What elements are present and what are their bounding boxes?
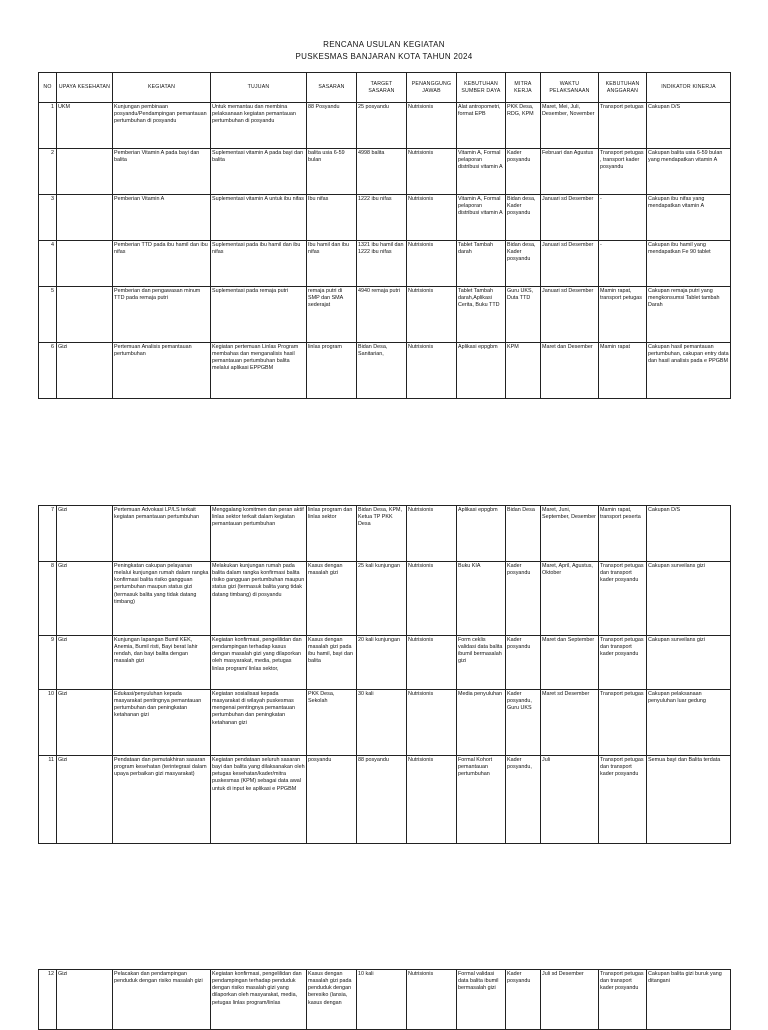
cell-sumber: Buku KIA bbox=[457, 562, 506, 636]
cell-waktu: Juli sd Desember bbox=[541, 970, 599, 1030]
cell-sumber: Aplikasi eppgbm bbox=[457, 506, 506, 562]
cell-waktu: Januari sd Desember bbox=[541, 195, 599, 241]
cell-waktu: Januari sd Desember bbox=[541, 287, 599, 343]
cell-anggaran: Mamin rapat, transport peserta bbox=[599, 506, 647, 562]
cell-upaya: UKM bbox=[57, 103, 113, 149]
cell-sasaran: remaja putri di SMP dan SMA sederajat bbox=[307, 287, 357, 343]
cell-mitra: Bidan Desa bbox=[506, 506, 541, 562]
header-sumber-daya: KEBUTUHAN SUMBER DAYA bbox=[457, 73, 506, 103]
cell-upaya: Gizi bbox=[57, 562, 113, 636]
cell-upaya bbox=[57, 287, 113, 343]
table-header-row bbox=[39, 73, 731, 103]
table-row bbox=[39, 287, 731, 343]
header-penanggung-jawab: PENANGGUNG JAWAB bbox=[407, 73, 457, 103]
cell-pj: Nutrisionis bbox=[407, 636, 457, 690]
cell-waktu: Maret, April, Agustus, Oktober bbox=[541, 562, 599, 636]
cell-anggaran: Transport petugas bbox=[599, 103, 647, 149]
cell-indikator: Cakupan surveilans gizi bbox=[647, 562, 731, 636]
cell-tujuan: Suplementasi vitamin A pada bayi dan balita bbox=[211, 149, 307, 195]
cell-mitra: Kader posyandu, Guru UKS bbox=[506, 690, 541, 756]
cell-target: 1321 ibu hamil dan 1222 ibu nifas bbox=[357, 241, 407, 287]
cell-sasaran: Ibu nifas bbox=[307, 195, 357, 241]
cell-no: 2 bbox=[39, 149, 57, 195]
cell-target: 1222 ibu nifas bbox=[357, 195, 407, 241]
cell-upaya bbox=[57, 241, 113, 287]
cell-anggaran: Transport petugas dan transport kader posyandu bbox=[599, 636, 647, 690]
cell-no: 7 bbox=[39, 506, 57, 562]
header-mitra: MITRA KERJA bbox=[506, 73, 541, 103]
cell-target: 20 kali kunjungan bbox=[357, 636, 407, 690]
cell-target: 25 posyandu bbox=[357, 103, 407, 149]
table-row bbox=[39, 149, 731, 195]
cell-upaya: Gizi bbox=[57, 343, 113, 399]
cell-anggaran: - bbox=[599, 195, 647, 241]
cell-pj: Nutrisionis bbox=[407, 506, 457, 562]
cell-upaya bbox=[57, 195, 113, 241]
cell-no: 12 bbox=[39, 970, 57, 1030]
cell-kegiatan: Pemberian Vitamin A bbox=[113, 195, 211, 241]
cell-tujuan: Melakukan kunjungan rumah pada balita dalam rangka konfirmasi balita risiko gangguan pertumbuhan maupun status gizi (termasuk balita yang tidak datang timbang) di posyandu bbox=[211, 562, 307, 636]
cell-no: 11 bbox=[39, 756, 57, 844]
document-subtitle: PUSKESMAS BANJARAN KOTA TAHUN 2024 bbox=[295, 52, 473, 61]
cell-kegiatan: Kunjungan pembinaan posyandu/Pendampingan pemantauan pertumbuhan di posyandu bbox=[113, 103, 211, 149]
cell-no: 6 bbox=[39, 343, 57, 399]
cell-upaya: Gizi bbox=[57, 970, 113, 1030]
table-row bbox=[39, 756, 731, 844]
table-row bbox=[39, 343, 731, 399]
cell-pj: Nutrisionis bbox=[407, 562, 457, 636]
cell-kegiatan: Pendataan dan pemutakhiran sasaran program kesehatan (terintegrasi dalam upaya perbaikan gizi masyarakat) bbox=[113, 756, 211, 844]
cell-mitra: Guru UKS, Duta TTD bbox=[506, 287, 541, 343]
header-no: NO bbox=[39, 73, 57, 103]
cell-mitra: Kader posyandu bbox=[506, 970, 541, 1030]
cell-sasaran: balita usia 6-59 bulan bbox=[307, 149, 357, 195]
cell-kegiatan: Edukasi/penyuluhan kepada masyarakat pentingnya pemantauan pertumbuhan dan peningkatan ketahanan gizi bbox=[113, 690, 211, 756]
cell-mitra: Kader posyandu bbox=[506, 149, 541, 195]
cell-tujuan: Menggalang komitmen dan peran aktif linlas sektor terkait dalam kegiatan pemantauan pertumbuhan bbox=[211, 506, 307, 562]
cell-waktu: Maret, Mei, Juli, Desember, November bbox=[541, 103, 599, 149]
cell-upaya: Gizi bbox=[57, 756, 113, 844]
cell-sumber: Formal validasi data balita ibumil bermasalah gizi bbox=[457, 970, 506, 1030]
cell-kegiatan: Pertemuan Analisis pemantauan pertumbuhan bbox=[113, 343, 211, 399]
cell-sasaran: Kasus dengan masalah gizi bbox=[307, 562, 357, 636]
cell-target: 30 kali bbox=[357, 690, 407, 756]
cell-sasaran: 88 Posyandu bbox=[307, 103, 357, 149]
activity-table-page-2 bbox=[38, 505, 731, 844]
cell-indikator: Cakupan hasil pemantauan pertumbuhan, cakupan entry data dan hasil analisis pada e PPGBM bbox=[647, 343, 731, 399]
cell-sumber: Media penyuluhan bbox=[457, 690, 506, 756]
cell-indikator: Semua bayi dan Balita terdata bbox=[647, 756, 731, 844]
cell-waktu: Februari dan Agustus bbox=[541, 149, 599, 195]
cell-no: 1 bbox=[39, 103, 57, 149]
cell-upaya: Gizi bbox=[57, 506, 113, 562]
cell-target: Bidan Desa, KPM, Ketua TP PKK Desa bbox=[357, 506, 407, 562]
table-row bbox=[39, 103, 731, 149]
cell-waktu: Juli bbox=[541, 756, 599, 844]
cell-kegiatan: Pemberian dan pengawasan minum TTD pada remaja putri bbox=[113, 287, 211, 343]
cell-indikator: Cakupan balita gizi buruk yang ditangani bbox=[647, 970, 731, 1030]
cell-anggaran: Mamin rapat bbox=[599, 343, 647, 399]
cell-pj: Nutrisionis bbox=[407, 195, 457, 241]
cell-waktu: Maret sd Desember bbox=[541, 690, 599, 756]
cell-kegiatan: Pertemuan Advokasi LP/LS terkait kegiatan pemantauan pertumbuhan bbox=[113, 506, 211, 562]
cell-mitra: Bidan desa, Kader posyandu bbox=[506, 195, 541, 241]
cell-tujuan: Suplementasi vitamin A untuk ibu nifas bbox=[211, 195, 307, 241]
cell-sasaran: posyandu bbox=[307, 756, 357, 844]
cell-sumber: Tablet Tambah darah,Aplikasi Cerita, Buku TTD bbox=[457, 287, 506, 343]
cell-pj: Nutrisionis bbox=[407, 287, 457, 343]
cell-upaya: Gizi bbox=[57, 636, 113, 690]
cell-upaya: Gizi bbox=[57, 690, 113, 756]
cell-mitra: KPM bbox=[506, 343, 541, 399]
cell-sasaran: Kasus dengan masalah gizi pada ibu hamil, bayi dan balita bbox=[307, 636, 357, 690]
header-waktu: WAKTU PELAKSANAAN bbox=[541, 73, 599, 103]
cell-target: 10 kali bbox=[357, 970, 407, 1030]
cell-anggaran: Transport petugas bbox=[599, 690, 647, 756]
cell-sumber: Vitamin A, Formal pelaporan distribusi vitamin A bbox=[457, 195, 506, 241]
cell-target: 88 posyandu bbox=[357, 756, 407, 844]
cell-mitra: Kader posyandu bbox=[506, 562, 541, 636]
cell-indikator: Cakupan surveilans gizi bbox=[647, 636, 731, 690]
activity-table-page-3 bbox=[38, 969, 731, 1030]
cell-tujuan: Kegiatan konfirmasi, pengelilidan dan pendampingan terhadap penduduk dengan risiko masalah gizi yang dilaporkan oleh masyarakat, media, petugas linlas program/linlas bbox=[211, 970, 307, 1030]
cell-kegiatan: Peningkatan cakupan pelayanan melalui kunjungan rumah dalam rangka konfirmasi balita risiko gangguan pertumbuhan maupun status gizi (termasuk balita yang tidak datang timbang) bbox=[113, 562, 211, 636]
cell-indikator: Cakupan ibu hamil yang mendapatkan Fe 90 tablet bbox=[647, 241, 731, 287]
cell-anggaran: Mamin rapat, transport petugas bbox=[599, 287, 647, 343]
cell-anggaran: Transport petugas , transport kader posyandu bbox=[599, 149, 647, 195]
table-row bbox=[39, 562, 731, 636]
cell-kegiatan: Pemberian Vitamin A pada bayi dan balita bbox=[113, 149, 211, 195]
cell-indikator: Cakupan pelaksanaan penyuluhan luar gedung bbox=[647, 690, 731, 756]
cell-no: 8 bbox=[39, 562, 57, 636]
cell-target: Bidan Desa, Sanitarian, bbox=[357, 343, 407, 399]
cell-mitra: Kader posyandu bbox=[506, 636, 541, 690]
cell-sumber: Formal Kohort pemantauan pertumbuhan bbox=[457, 756, 506, 844]
table-row bbox=[39, 636, 731, 690]
header-target: TARGET SASARAN bbox=[357, 73, 407, 103]
document-title: RENCANA USULAN KEGIATAN bbox=[323, 40, 445, 49]
cell-sasaran: Ibu hamil dan ibu nifas bbox=[307, 241, 357, 287]
cell-pj: Nutrisionis bbox=[407, 970, 457, 1030]
activity-table-page-1 bbox=[38, 72, 731, 399]
cell-anggaran: - bbox=[599, 241, 647, 287]
cell-tujuan: Kegiatan konfirmasi, pengelilidan dan pendampingan terhadap kasus dengan masalah gizi yang dilaporkan oleh masyarakat, media, petugas linlas program/ linlas sektor, bbox=[211, 636, 307, 690]
cell-no: 5 bbox=[39, 287, 57, 343]
cell-no: 10 bbox=[39, 690, 57, 756]
cell-target: 4940 remaja putri bbox=[357, 287, 407, 343]
cell-pj: Nutrisionis bbox=[407, 343, 457, 399]
cell-tujuan: Kegiatan pertemuan Linlas Program membahas dan menganalisis hasil pemantauan pertumbuhan balita melalui aplikasi EPPGBM bbox=[211, 343, 307, 399]
cell-sasaran: PKK Desa, Sekolah bbox=[307, 690, 357, 756]
cell-upaya bbox=[57, 149, 113, 195]
cell-indikator: Cakupan D/S bbox=[647, 103, 731, 149]
cell-tujuan: Suplementasi pada remaja putri bbox=[211, 287, 307, 343]
cell-pj: Nutrisionis bbox=[407, 103, 457, 149]
cell-sasaran: linlas program dan linlas sektor bbox=[307, 506, 357, 562]
header-tujuan: TUJUAN bbox=[211, 73, 307, 103]
cell-target: 25 kali kunjungan bbox=[357, 562, 407, 636]
cell-pj: Nutrisionis bbox=[407, 241, 457, 287]
cell-sasaran: Kasus dengan masalah gizi pada penduduk dengan beresiko (lansia, kasus dengan bbox=[307, 970, 357, 1030]
table-row bbox=[39, 970, 731, 1030]
table-row bbox=[39, 195, 731, 241]
cell-anggaran: Transport petugas dan transport kader posyandu bbox=[599, 756, 647, 844]
cell-indikator: Cakupan balita usia 6-59 bulan yang mendapatkan vitamin A bbox=[647, 149, 731, 195]
header-indikator: INDIKATOR KINERJA bbox=[647, 73, 731, 103]
table-row bbox=[39, 506, 731, 562]
cell-tujuan: Untuk memantau dan membina pelaksanaan kegiatan pemantauan pertumbuhan di posyandu bbox=[211, 103, 307, 149]
cell-waktu: Maret, Juni, September, Desember bbox=[541, 506, 599, 562]
header-upaya: UPAYA KESEHATAN bbox=[57, 73, 113, 103]
cell-sasaran: linlas program bbox=[307, 343, 357, 399]
cell-pj: Nutrisionis bbox=[407, 690, 457, 756]
cell-mitra: Kader posyandu, bbox=[506, 756, 541, 844]
cell-waktu: Januari sd Desember bbox=[541, 241, 599, 287]
cell-sumber: Form ceklis validasi data balita ibumil bermasalah gizi bbox=[457, 636, 506, 690]
cell-no: 4 bbox=[39, 241, 57, 287]
table-row bbox=[39, 241, 731, 287]
cell-sumber: Vitamin A, Formal pelaporan distribusi vitamin A bbox=[457, 149, 506, 195]
cell-pj: Nutrisionis bbox=[407, 756, 457, 844]
cell-kegiatan: Pelacakan dan pendampingan penduduk dengan risiko masalah gizi bbox=[113, 970, 211, 1030]
cell-target: 4998 balita bbox=[357, 149, 407, 195]
cell-indikator: Cakupan ibu nifas yang mendapatkan vitamin A bbox=[647, 195, 731, 241]
cell-kegiatan: Kunjungan lapangan Bumil KEK, Anemia, Bumil risti, Bayi berat lahir rendah, dan bayi balita dengan masalah gizi bbox=[113, 636, 211, 690]
cell-sumber: Aplikasi eppgbm bbox=[457, 343, 506, 399]
table-row bbox=[39, 690, 731, 756]
cell-pj: Nutrisionis bbox=[407, 149, 457, 195]
cell-tujuan: Kegiatan sosialisasi kepada masyarakat di wilayah puskesmas mengenai pentingnya pemantauan pertumbuhan dan peningkatan ketahanan gizi bbox=[211, 690, 307, 756]
cell-indikator: Cakupan remaja putri yang mengkonsumsi Tablet tambah Darah bbox=[647, 287, 731, 343]
cell-no: 3 bbox=[39, 195, 57, 241]
cell-tujuan: Suplementasi pada ibu hamil dan ibu nifas bbox=[211, 241, 307, 287]
cell-mitra: Bidan desa, Kader posyandu bbox=[506, 241, 541, 287]
cell-anggaran: Transport petugas dan transport kader posyandu bbox=[599, 970, 647, 1030]
header-sasaran: SASARAN bbox=[307, 73, 357, 103]
header-anggaran: KEBUTUHAN ANGGARAN bbox=[599, 73, 647, 103]
cell-sumber: Alat antropometri, format EPB bbox=[457, 103, 506, 149]
cell-indikator: Cakupan D/S bbox=[647, 506, 731, 562]
header-kegiatan: KEGIATAN bbox=[113, 73, 211, 103]
cell-anggaran: Transport petugas dan transport kader posyandu bbox=[599, 562, 647, 636]
cell-waktu: Maret dan September bbox=[541, 636, 599, 690]
cell-kegiatan: Pemberian TTD pada ibu hamil dan ibu nifas bbox=[113, 241, 211, 287]
cell-no: 9 bbox=[39, 636, 57, 690]
cell-sumber: Tablet Tambah darah bbox=[457, 241, 506, 287]
cell-mitra: PKK Desa, RDG, KPM bbox=[506, 103, 541, 149]
cell-tujuan: Kegiatan pendataan seluruh sasaran bayi dan balita yang dilaksanakan oleh petugas kesehatan/kader/mitra puskesmas (KPM) sebagai data awal untuk di input ke aplikasi e PPGBM bbox=[211, 756, 307, 844]
cell-waktu: Maret dan Desember bbox=[541, 343, 599, 399]
